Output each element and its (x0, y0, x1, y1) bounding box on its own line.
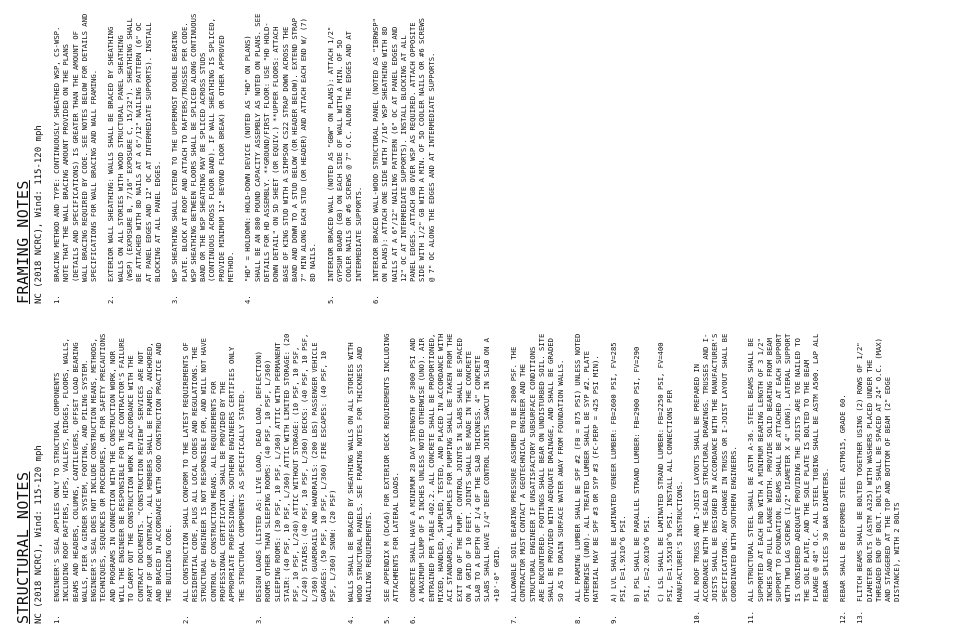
note-item (346, 332, 374, 624)
note-number: 8. (572, 615, 582, 624)
note-text: ALLOWABLE SOIL BEARING PRESSURE ASSUMED TO BE 2000 PSF. THE CONTRACTOR MUST CONTACT A GEOTECHNICAL ENGINEER AND THE STRUCTURAL ENGINEER IF UNSATISFACTORY SUBSURFACE CONDITIONS ARE ENCOUNTERED. FOOTINGS SHALL BEAR ON UNDISTURBED SOIL. SITE SHALL BE PROVIDED WITH ADEQUATE DRAINAGE, AND SHALL BE GRADED SO AS TO DRAIN SURFACE WATER AWAY FROM FOUNDATION WALLS. (509, 333, 565, 602)
note-number (656, 602, 684, 624)
structural-notes-title: STRUCTURAL NOTES (14, 471, 32, 624)
note-item (573, 332, 601, 624)
note-item (692, 332, 738, 624)
note-text: SEE APPENDIX M (DCA6) FOR EXTERIOR DECK REQUIREMENTS INCLUDING ATTACHMENTS FOR LATERAL LOADS. (381, 333, 400, 602)
note-number: 4. (243, 295, 253, 304)
note-item (170, 12, 235, 304)
framing-notes-list (52, 12, 436, 304)
note-number: 12. (837, 611, 847, 624)
structural-notes-subtitle: NC (2018 NCRC), Wind: 115-120 mph (34, 445, 44, 624)
note-number: 9. (608, 615, 618, 624)
note-number: 1. (52, 615, 61, 624)
note-number: 13. (855, 611, 865, 624)
note-item (509, 332, 565, 624)
note-number: 4. (345, 615, 355, 624)
note-item (181, 332, 246, 624)
note-text: FLITCH BEAMS SHALL BE BOLTED TOGETHER USING (2) ROWS OF 1/2" DIAMETER BOLTS (ASTM A325) WITH WASHERS PLACED UNDER THE THREADED END OF BOLT. BOLTS SHALL BE SPACED AT 24" O.C. (MAX) AND STAGGERED AT THE TOP AND BOTTOM OF BEAM (2" EDGE DISTANCE), WITH 2 BOLTS (855, 338, 902, 602)
note-text: INTERIOR BRACED WALL (NOTED AS "GBW" ON PLANS): ATTACH 1/2" GYPSUM BOARD (GB) ON EACH SIDE OF WALL WITH A MIN. OF 5D COOLER NAILS OR #6 SCREWS @ 7" O.C. ALONG THE EDGES AND AT INTERMEDIATE SUPPORTS. (325, 26, 363, 282)
note-item (52, 332, 173, 624)
note-text: EXTERIOR WALL SHEATHING: WALLS SHALL BE BRACED BY SHEATHING WALLS ON ALL STORIES WITH WOOD STRUCTURAL PANEL SHEATHING (WSP) (EXPOSURE B, 7/16" EXPOSURE C, 15/32"). SHEATHING SHALL BE ATTACHED WITH 8D NAILS AT A 6"/12" NAILING PATTERN (6" OC AT PANEL EDGES AND 12" OC AT INTERMEDIATE SUPPORTS). INSTALL BLOCKING AT ALL PANEL EDGES. (106, 18, 162, 282)
note-text: A) LVL SHALL BE LAMINATED VENEER LUMBER: FB=2600 PSI, FV=285 PSI, E=1.9X10^6 PSI. (608, 342, 628, 602)
note-number: 5. (381, 615, 391, 624)
note-text: C) LSL SHALL BE LAMINATED STRAND LUMBER: FB=2250 PSI, FV=400 PSI, E=1.55X10^6 PSI. INSTALL ALL CONNECTIONS PER MANUFACTURER'S INSTRUCTIONS. (655, 342, 684, 602)
note-number: 6. (408, 615, 418, 624)
note-text: ALL STRUCTURAL STEEL SHALL BE ASTM A-36. STEEL BEAMS SHALL BE SUPPORTED AT EACH END WITH A MINIMUM BEARING LENGTH OF 3 1/2" INCHES AND FULL FLANGE WIDTH. PROVIDE SOLID BEARING FROM BEAM SUPPORT TO FOUNDATION. BEAMS SHALL BE ATTACHED AT EACH SUPPORT WITH TWO LAG SCREWS (1/2" DIAMETER X 4" LONG). LATERAL SUPPORT IS CONSIDERED ADEQUATE PROVIDING THE JOISTS ARE TOE NAILED TO THE SOLE PLATE, AND THE SOLE PLATE IS BOLTED TO THE BEAM FLANGE @ 48" O.C. ALL STEEL TUBING SHALL BE ASTM A500. LAP ALL REBAR SPLICES 30 BAR DIAMETERS. (746, 333, 830, 602)
note-number (632, 602, 651, 624)
note-item (254, 332, 338, 624)
note-text: ALL FRAMING LUMBER SHALL BE SPF #2 (FB = 875 PSI) UNLESS NOTED OTHERWISE (UNO). ALL TREATED LUMBER SHALL BE SYP #2. PLATE MATERIAL MAY BE SPF #3 OR SYP #3 (FC-PERP = 425 PSI MIN). (572, 333, 601, 602)
note-number: 6. (370, 295, 380, 304)
note-number: 3. (253, 615, 263, 624)
note-text: WALLS SHALL BE BRACED BY SHEATHING WALLS ON ALL STORIES WITH WOOD STRUCTURAL PANELS. SEE FRAMING NOTES FOR THICKNESS AND NAILING REQUIREMENTS. (345, 342, 374, 602)
note-item (106, 12, 162, 304)
note-text: B) PSL SHALL BE PARALLEL STRAND LUMBER: FB=2900 PSI, FV=290 PSI, E=2.0X10^6 PSI. (632, 346, 651, 602)
note-text: CONCRETE SHALL HAVE A MINIMUM 28 DAY STRENGTH OF 3000 PSI AND A MAXIMUM SLUMP OF 5 INCHES UNLESS NOTED OTHERWISE (UNO). AIR ENTRAINED PER TABLE 402.2. ALL CONCRETE SHALL BE PROPORTIONED, MIXED, HANDLED, SAMPLED, TESTED, AND PLACED IN ACCORDANCE WITH ACI STANDARDS. ALL SAMPLES FOR PUMPING SHALL BE TAKEN FROM THE EXIT END OF THE PUMP. CONTROL JOINTS IN SLABS SHALL BE SPACED ON A GRID OF 10 FEET. JOINTS SHALL BE MADE IN THE CONCRETE SLAB TO A DEPTH OF 1/4 OF THE SLAB THICKNESS. 4" CONCRETE SLABS SHALL HAVE 1/4" DEEP CONTROL JOINTS SAWCUT IN SLAB ON A +10'-0" GRID. (408, 333, 501, 602)
note-number: 2. (180, 615, 190, 624)
note-item (838, 332, 847, 624)
note-text: BRACING METHOD AND TYPE: CONTINUOUSLY SHEATHED WSP, CS-WSP. NOTE THAT THE WALL BRACING AMOUNT PROVIDED ON THE PLANS (DETAILS AND SPECIFICATIONS) IS GREATER THAN THE AMOUNT OF WALL BRACING REQUIRED BY CODE. SEE NOTES BELOW FOR DETAILS AND SPECIFICATIONS FOR WALL BRACING AND WALL FRAMING. (52, 13, 99, 282)
note-text: REBAR SHALL BE DEFORMED STEEL ASTM615, GRADE 60. (837, 394, 847, 602)
note-item (243, 12, 317, 304)
note-text: WSP SHEATHING SHALL EXTEND TO THE UPPERMOST DOUBLE BEARING PLATE. BLOCK AT ROOF AND ATTACH TO RAFTERS/TRUSSES PER CODE. WSP SHEATHING BETWEEN FLOORS SHALL BE SPLICED ALONG CONTINUOUS BAND OR THE WSP SHEATHING MAY BE SPLICED ACROSS STUDS (CONTINUOUS ACROSS FLOOR BAND). IF WALL SHEATHING IS SPLICED, PROVIDE MINIMUM 12" BEYOND FLOOR BREAK) OR OTHER APPROVED METHOD. (170, 13, 236, 282)
framing-notes-subtitle: NC (2018 NCRC), Wind: 115-120 mph (34, 125, 44, 304)
note-number: 10. (691, 611, 701, 624)
note-item (746, 332, 830, 624)
note-item (855, 332, 901, 624)
note-text: ENGINEER'S SEAL APPLIES ONLY TO STRUCTURAL COMPONENTS INCLUDING ROOF RAFTERS, HIPS, VALLEYS, RIDGES, FLOORS, WALLS, BEAMS AND HEADERS, COLUMNS, CANTILEVERS, OFFSET LOAD BEARING WALLS, PIER & GIRDER SYSTEM, FOOTING, AND PILING SYSTEM. ENGINEER'S SEAL DOES NOT INCLUDE CONSTRUCTION MEANS, METHODS, TECHNIQUES, SEQUENCES OR PROCEDURES, OR FOR SAFETY PRECAUTIONS AND PROGRAMS IN CONNECTION WITH THE CONSTRUCTION WORK, NOR WILL THE ENGINEER BE RESPONSIBLE FOR THE CONTRACTOR'S FAILURE TO CARRY OUT THE CONSTRUCTION WORK IN ACCORDANCE WITH THE CONTRACT DOCUMENTS. "CONSTRUCTION REVIEW" SERVICES ARE NOT PART OF OUR CONTRACT. ALL MEMBERS SHALL BE FRAMED, ANCHORED, AND BRACED IN ACCORDANCE WITH GOOD CONSTRUCTION PRACTICE AND THE BUILDING CODE. (52, 333, 173, 602)
note-number: 7. (509, 615, 519, 624)
note-item (609, 332, 628, 624)
note-number: 11. (746, 611, 756, 624)
note-number: 1. (52, 295, 61, 304)
note-item (382, 332, 401, 624)
note-item (52, 12, 98, 304)
note-item (656, 332, 684, 624)
note-text: "HD" = HOLDOWN: HOLD-DOWN DEVICE (NOTED AS "HD" ON PLANS) SHALL BE AN 800 POUND CAPACITY ASSEMBLY AS NOTED ON PLANS. SEE DETAILS FOR HD ASSEMBLY. **GROUND/FIRST FLOOR: USE "HD HOLD-DOWN DETAIL" ON SD SHEET (OR EQUIV.) **UPPER FLOORS: ATTACH BASE OF KING STUD WITH A SIMPSON CS22 STRAP DOWN ACROSS THE BAND AND DOWN TO A STUD BELOW (OR HEADER BELOW). EXTEND STRAP 7" MIN ALONG EACH STUD (OR HEADER) AND ATTACH EACH END W/ (7) 8D NAILS. (243, 13, 318, 282)
note-number: 2. (106, 295, 116, 304)
note-item (632, 332, 651, 624)
framing-notes-title: FRAMING NOTES (14, 180, 32, 304)
note-item (371, 12, 436, 304)
structural-notes-column (14, 332, 944, 624)
note-text: DESIGN LOADS (LISTED AS: LIVE LOAD, DEAD LOAD, DEFLECTION) ROOMS OTHER THAN SLEEPING ROOMS: (40 PSF, 10 PSF, L/360) SLEEPING ROOMS: (30 PSF, 10 PSF, L/360) ATTIC WITH PERMANENT STAIR: (40 PSF, 10 PSF, L/360) ATTIC WITH LIMITED STORAGE: (20 PSF, 10 PSF, L/240) ATTIC WITHOUT STORAGE: (10 PSF, 10 PSF, L/240) STAIRS: (40 PSF, 10 PSF, L/360) DECKS: (40 PSF, 10 PSF, L/360) GUARDRAILS AND HANDRAILS: (200 LBS) PASSENGER VEHICLE GARAGES: (50 PSF, 10 PSF, L/360) FIRE ESCAPES: (40 PSF, 10 PSF, L/360) SNOW: (20 PSF) (253, 333, 338, 602)
note-item (408, 332, 501, 624)
note-number: 5. (325, 295, 335, 304)
note-text: INTERIOR BRACED WALL-WOOD STRUCTURAL PANEL (NOTED AS "IBRWSP" ON PLANS): ATTACH ONE SIDE WITH 7/16" WSP SHEATHING WITH 8D NAILS AT A 6"/12" NAILING PATTERN (6" OC AT PANEL EDGES AND 12" OC AT INTERMEDIATE SUPPORTS). INSTALL BLOCKING AT ALL PANEL EDGES. ATTACH GB OVER WSP AS REQUIRED. ATTACH OPPOSITE SIDE WITH 1/2" GB WITH A MIN. OF 5D COOLER NAILS OR #6 SCREWS @ 7" OC ALONG THE EDGES AND AT INTERMEDIATE SUPPORTS. (370, 18, 436, 282)
note-number: 3. (170, 295, 180, 304)
structural-notes-list (52, 332, 902, 624)
framing-notes-column (14, 12, 944, 304)
note-text: ALL CONSTRUCTION SHALL CONFORM TO THE LATEST REQUIREMENTS OF RESIDENTIAL CODE, PLUS ALL LOCAL CODES AND REGULATIONS. THE STRUCTURAL ENGINEER IS NOT RESPONSIBLE FOR, AND WILL NOT HAVE CONTROL OF CONSTRUCTION MEANS. ALL REQUIREMENTS FOR PROFESSIONAL CERTIFICATION SHALL BE PROVIDED BY THE APPROPRIATE PROFESSIONAL. SOUTHERN ENGINEERS CERTIFIES ONLY THE STRUCTURAL COMPONENTS AS SPECIFICALLY STATED. (180, 338, 246, 602)
note-text: ALL ROOF TRUSS AND I-JOIST LAYOUTS SHALL BE PREPARED IN ACCORDANCE WITH THE SEALED STRUCTURAL DRAWINGS. TRUSSES AND I-JOISTS SHALL BE DESIGNED IN ACCORDANCE WITH THE MANUFACTURER'S SPECIFICATIONS. ANY CHANGE IN TRUSS OR I-JOIST LAYOUT SHALL BE COORDINATED WITH SOUTHERN ENGINEERS. (691, 333, 738, 602)
note-item (326, 12, 363, 304)
